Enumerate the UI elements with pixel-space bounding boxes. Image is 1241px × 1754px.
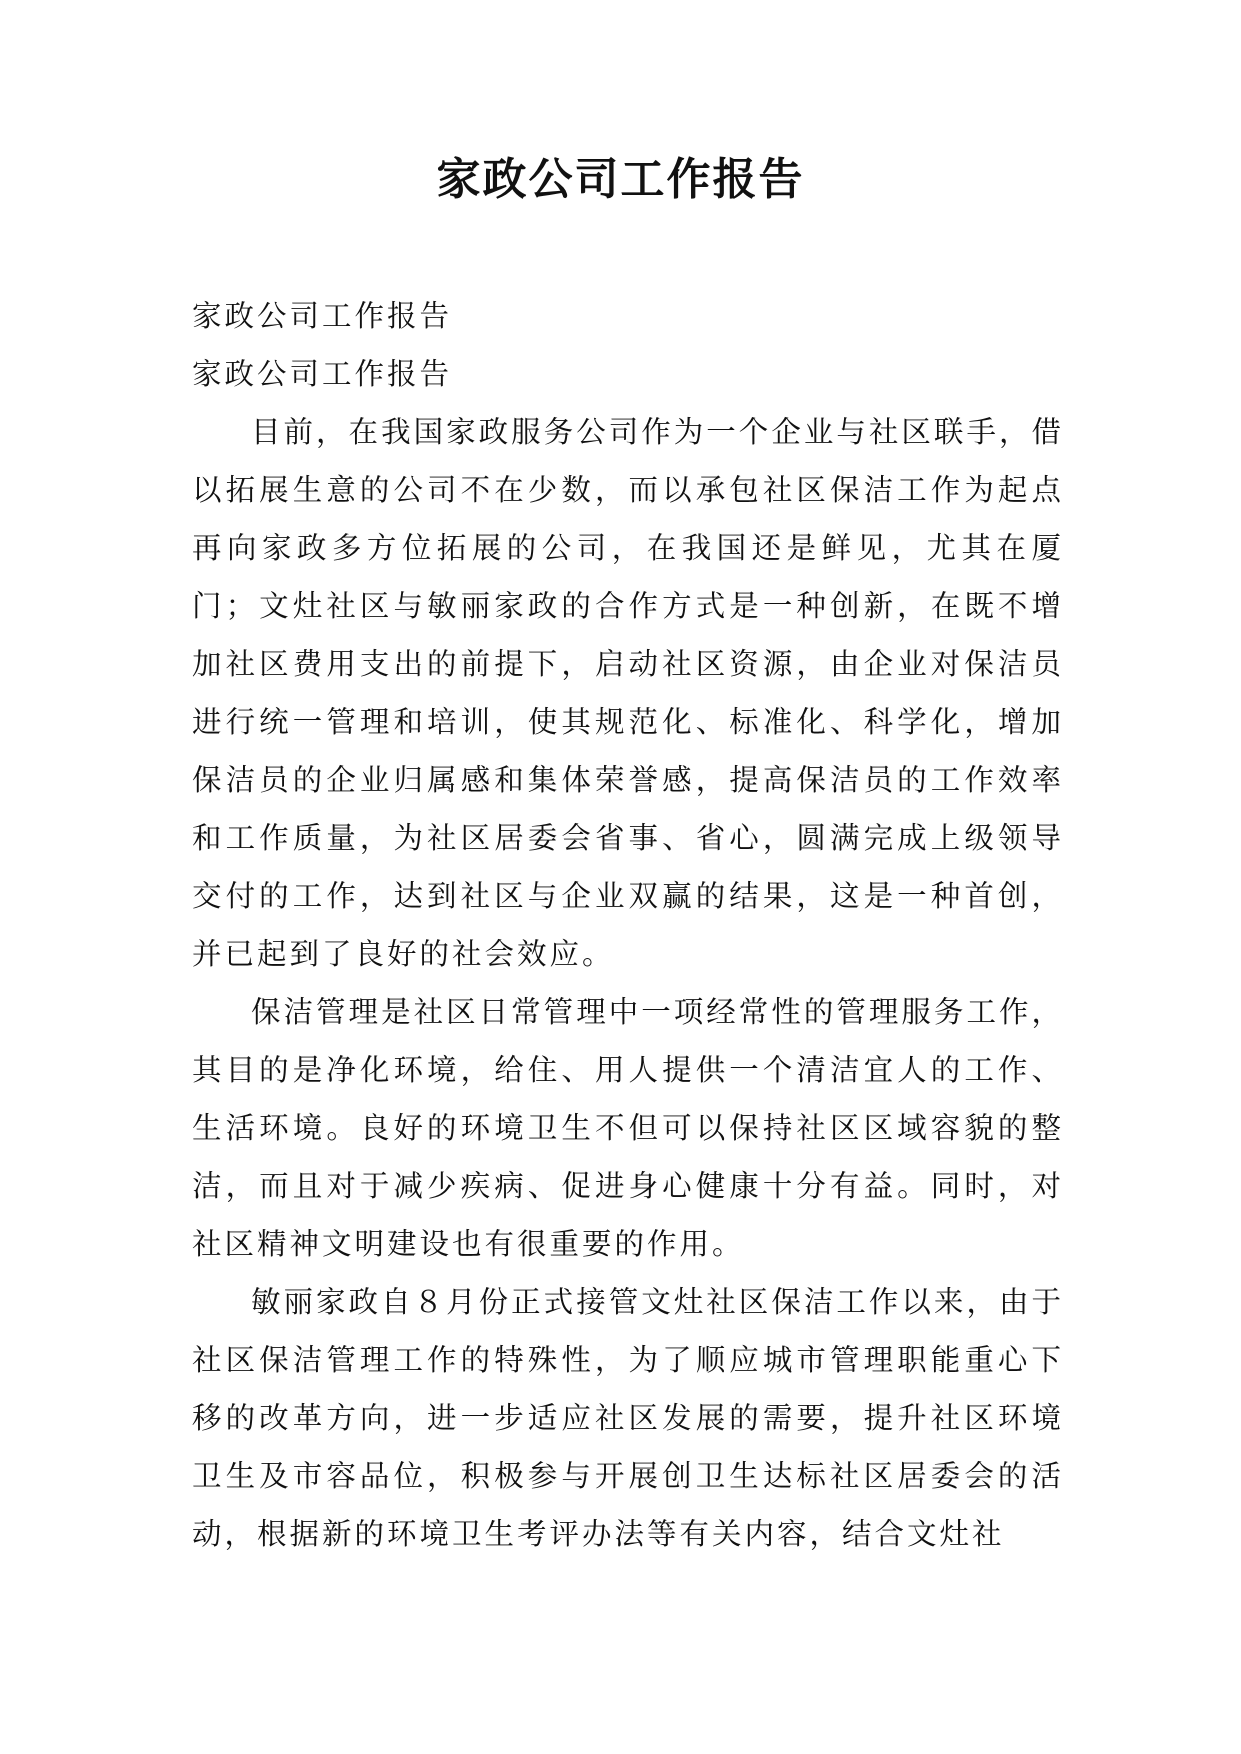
document-body	[192, 287, 1064, 1563]
paragraph-1: 目前，在我国家政服务公司作为一个企业与社区联手，借以拓展生意的公司不在少数，而以承包社区保洁工作为起点再向家政多方位拓展的公司，在我国还是鲜见，尤其在厦门；文灶社区与敏丽家政的合作方式是一种创新，在既不增加社区费用支出的前提下，启动社区资源，由企业对保洁员进行统一管理和培训，使其规范化、标准化、科学化，增加保洁员的企业归属感和集体荣誉感，提高保洁员的工作效率和工作质量，为社区居委会省事、省心，圆满完成上级领导交付的工作，达到社区与企业双赢的结果，这是一种首创，并已起到了良好的社会效应。	[192, 415, 1064, 971]
subtitle-line-2: 家政公司工作报告	[192, 357, 453, 391]
subtitle-line-1: 家政公司工作报告	[192, 299, 453, 333]
paragraph-3: 敏丽家政自８月份正式接管文灶社区保洁工作以来，由于社区保洁管理工作的特殊性，为了顺应城市管理职能重心下移的改革方向，进一步适应社区发展的需要，提升社区环境卫生及市容品位，积极参与开展创卫生达标社区居委会的活动，根据新的环境卫生考评办法等有关内容，结合文灶社	[192, 1285, 1064, 1551]
paragraph-2: 保洁管理是社区日常管理中一项经常性的管理服务工作，其目的是净化环境，给住、用人提供一个清洁宜人的工作、生活环境。良好的环境卫生不但可以保持社区区域容貌的整洁，而且对于减少疾病、促进身心健康十分有益。同时，对社区精神文明建设也有很重要的作用。	[192, 995, 1064, 1261]
document-title: 家政公司工作报告	[436, 154, 805, 205]
